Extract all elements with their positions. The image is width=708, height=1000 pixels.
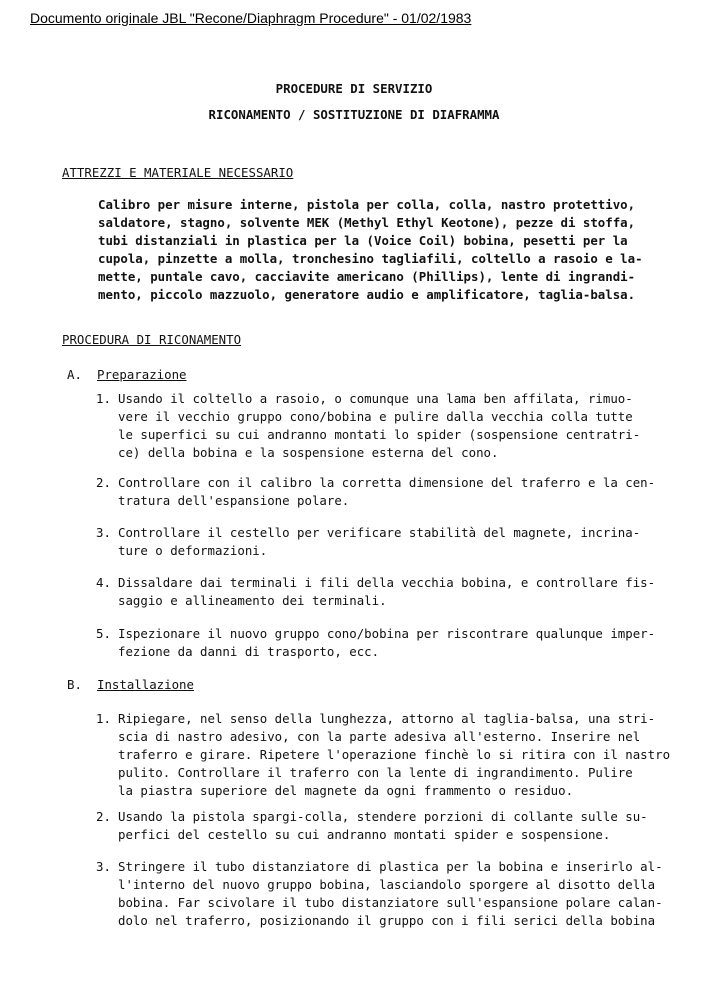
section-b-title: Installazione bbox=[97, 677, 194, 692]
item-number: 3. bbox=[96, 859, 111, 874]
item-line: perfici del cestello su cui andranno montati spider e sospensione. bbox=[118, 827, 611, 842]
tools-paragraph bbox=[98, 196, 658, 304]
section-a-letter: A. bbox=[67, 367, 82, 382]
item-line: Stringere il tubo distanziatore di plastica per la bobina e inserirlo al- bbox=[118, 859, 663, 874]
item-text bbox=[118, 858, 663, 930]
item-text bbox=[118, 574, 655, 610]
item-text bbox=[118, 390, 640, 462]
item-line: Usando il coltello a rasoio, o comunque una lama ben affilata, rimuo- bbox=[118, 391, 633, 406]
item-number: 3. bbox=[96, 525, 111, 540]
item-line: Ispezionare il nuovo gruppo cono/bobina per riscontrare qualunque imper- bbox=[118, 626, 656, 641]
item-number: 4. bbox=[96, 575, 111, 590]
document-subtitle: RICONAMENTO / SOSTITUZIONE DI DIAFRAMMA bbox=[208, 107, 500, 122]
item-line: tratura dell'espansione polare. bbox=[118, 493, 350, 508]
document-source-note: Documento originale JBL "Recone/Diaphragm Procedure" - 01/02/1983 bbox=[30, 10, 472, 26]
section-a bbox=[67, 366, 187, 384]
item-line: ce) della bobina e la sospensione esterna del cono. bbox=[118, 445, 499, 460]
tools-heading: ATTREZZI E MATERIALE NECESSARIO bbox=[62, 165, 294, 180]
item-line: Usando la pistola spargi-colla, stendere porzioni di collante sulle su- bbox=[118, 809, 648, 824]
item-line: l'interno del nuovo gruppo bobina, lasciandolo sporgere al disotto della bbox=[118, 877, 656, 892]
tools-line: cupola, pinzette a molla, tronchesino tagliafili, coltello a rasoio e la- bbox=[98, 251, 643, 266]
item-text bbox=[118, 808, 648, 844]
item-text bbox=[118, 710, 670, 800]
item-line: dolo nel traferro, posizionando il gruppo con i fili serici della bobina bbox=[118, 913, 656, 928]
item-line: le superfici su cui andranno montati lo spider (sospensione centratri- bbox=[118, 427, 641, 442]
item-line: ture o deformazioni. bbox=[118, 543, 268, 558]
section-a-title: Preparazione bbox=[97, 367, 187, 382]
item-line: la piastra superiore del magnete da ogni frammento o residuo. bbox=[118, 783, 574, 798]
item-line: saggio e allineamento dei terminali. bbox=[118, 593, 387, 608]
section-b-letter: B. bbox=[67, 677, 82, 692]
tools-line: mento, piccolo mazzuolo, generatore audio e amplificatore, taglia-balsa. bbox=[98, 287, 636, 302]
item-number: 2. bbox=[96, 809, 111, 824]
tools-line: mette, puntale cavo, cacciavite americano (Phillips), lente di ingrandi- bbox=[98, 269, 636, 284]
item-line: Ripiegare, nel senso della lunghezza, attorno al taglia-balsa, una stri- bbox=[118, 711, 656, 726]
item-line: traferro e girare. Ripetere l'operazione finchè lo si ritira con il nastro bbox=[118, 747, 671, 762]
section-b bbox=[67, 676, 194, 694]
item-line: bobina. Far scivolare il tubo distanziatore sull'espansione polare calan- bbox=[118, 895, 663, 910]
item-text bbox=[118, 474, 655, 510]
document-title: PROCEDURE DI SERVIZIO bbox=[275, 81, 433, 96]
item-line: scia di nastro adesivo, con la parte adesiva all'esterno. Inserire nel bbox=[118, 729, 641, 744]
item-line: vere il vecchio gruppo cono/bobina e pulire dalla vecchia colla tutte bbox=[118, 409, 633, 424]
tools-line: saldatore, stagno, solvente MEK (Methyl Ethyl Keotone), pezze di stoffa, bbox=[98, 215, 636, 230]
tools-line: tubi distanziali in plastica per la (Voice Coil) bobina, pesetti per la bbox=[98, 233, 628, 248]
item-number: 5. bbox=[96, 626, 111, 641]
procedure-heading: PROCEDURA DI RICONAMENTO bbox=[62, 332, 242, 347]
item-line: fezione da danni di trasporto, ecc. bbox=[118, 644, 380, 659]
item-number: 1. bbox=[96, 711, 111, 726]
item-line: Dissaldare dai terminali i fili della vecchia bobina, e controllare fis- bbox=[118, 575, 656, 590]
item-number: 1. bbox=[96, 391, 111, 406]
item-line: Controllare il cestello per verificare stabilità del magnete, incrina- bbox=[118, 525, 641, 540]
item-line: Controllare con il calibro la corretta dimensione del traferro e la cen- bbox=[118, 475, 656, 490]
item-line: pulito. Controllare il traferro con la lente di ingrandimento. Pulire bbox=[118, 765, 633, 780]
item-number: 2. bbox=[96, 475, 111, 490]
item-text bbox=[118, 625, 655, 661]
tools-line: Calibro per misure interne, pistola per colla, colla, nastro protettivo, bbox=[98, 197, 636, 212]
item-text bbox=[118, 524, 640, 560]
